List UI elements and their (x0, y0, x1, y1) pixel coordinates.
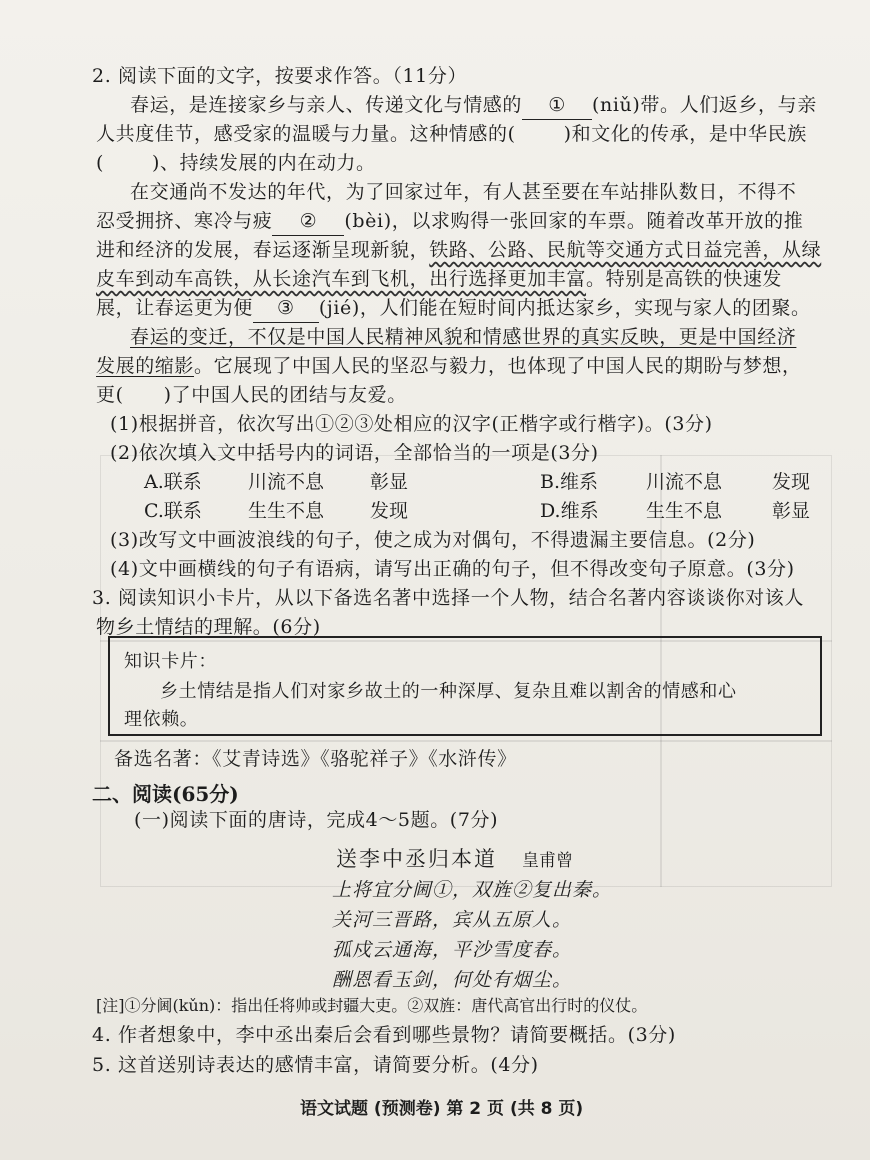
option-c-label[interactable]: C.联系 (144, 500, 202, 522)
wavy-sentence-part1: 铁路、公路、民航等交通方式日益完善，从绿 (429, 239, 822, 261)
text-span: )、持续发展的内在动力。 (152, 152, 376, 174)
q2-para3-line3 (96, 381, 407, 409)
option-d-word3: 彰显 (772, 500, 811, 522)
q2-sub4: (4)文中画横线的句子有语病，请写出正确的句子，但不得改变句子原意。(3分) (110, 558, 795, 580)
q3-books: 备选名著：《艾青诗选》《骆驼祥子》《水浒传》 (114, 748, 517, 770)
text-span: )和文化的传承，是中华民族 (563, 123, 807, 145)
q2-para2-line3 (96, 236, 821, 264)
q2-sub3: (3)改写文中画波浪线的句子，使之成为对偶句，不得遗漏主要信息。(2分) (110, 529, 756, 551)
text-span: 展，让春运更为便 (96, 297, 253, 319)
text-span: )了中国人民的团结与友爱。 (163, 384, 407, 406)
poem-author: 皇甫曾 (522, 851, 573, 871)
card-title: 知识卡片： (124, 651, 217, 672)
text-span: 。特别是高铁的快速发 (586, 268, 783, 290)
q2-sub2: (2)依次填入文中括号内的词语，全部恰当的一项是(3分) (110, 442, 599, 464)
poem-line-1: 上将宜分阃①，双旌②复出秦。 (332, 879, 613, 901)
text-span: (bèi)，以求购得一张回家的车票。随着改革开放的推 (344, 210, 804, 232)
q5: 5. 这首送别诗表达的感情丰富，请简要分析。(4分) (92, 1054, 539, 1076)
underlined-sentence-part1: 春运的变迁，不仅是中国人民精神风貌和情感世界的真实反映，更是中国经济 (130, 326, 797, 348)
option-c-word2: 生生不息 (248, 500, 325, 522)
knowledge-card (108, 636, 822, 736)
page-footer: 语文试题 (预测卷) 第 2 页 (共 8 页) (300, 1099, 584, 1119)
text-span: 。它展现了中国人民的坚忍与毅力，也体现了中国人民的期盼与梦想， (194, 355, 802, 377)
poem-line-2: 关河三晋路，宾从五原人。 (332, 909, 573, 931)
blank-3[interactable]: ③ (253, 294, 319, 323)
q2-para1-line1 (130, 91, 817, 120)
wavy-sentence-part2: 皮车到动车高铁，从长途汽车到飞机，出行选择更加丰富 (96, 268, 587, 290)
poem-line-4: 酬恩看玉剑，何处有烟尘。 (332, 969, 573, 991)
card-text-line2: 理依赖。 (124, 709, 199, 730)
option-d-label[interactable]: D.维系 (540, 500, 599, 522)
option-c-word3: 发现 (370, 500, 409, 522)
option-b-label[interactable]: B.维系 (540, 471, 599, 493)
underlined-sentence-part2: 发展的缩影 (96, 355, 195, 377)
q2-para2-line1: 在交通尚不发达的年代，为了回家过年，有人甚至要在车站排队数日，不得不 (130, 181, 797, 203)
text-span: 人共度佳节，感受家的温暖与力量。这种情感的( (96, 123, 516, 145)
option-a-word2: 川流不息 (248, 471, 325, 493)
q2-para2-line5 (96, 294, 811, 323)
q2-para3-line2 (96, 352, 802, 380)
poem-intro: (一)阅读下面的唐诗，完成4～5题。(7分) (134, 809, 499, 831)
q2-para1-line2 (96, 120, 807, 148)
q2-para3-line1 (130, 323, 796, 351)
section-heading: 二、阅读(65分) (92, 782, 239, 806)
poem-line-3: 孤戍云通海，平沙雪度春。 (332, 939, 573, 961)
text-span: 进和经济的发展，春运逐渐呈现新貌， (96, 239, 430, 261)
option-d-word2: 生生不息 (646, 500, 723, 522)
poem-note: [注]①分阃(kǔn)：指出任将帅或封疆大吏。②双旌：唐代高官出行时的仪仗。 (96, 996, 648, 1015)
option-b-word3: 发现 (772, 471, 811, 493)
option-b-word2: 川流不息 (646, 471, 723, 493)
q2-sub1: (1)根据拼音，依次写出①②③处相应的汉字(正楷字或行楷字)。(3分) (110, 413, 713, 435)
q4: 4. 作者想象中，李中丞出秦后会看到哪些景物？请简要概括。(3分) (92, 1024, 676, 1046)
text-span: 忍受拥挤、寒冷与疲 (96, 210, 273, 232)
poem-title: 送李中丞归本道 (336, 847, 497, 871)
card-text-line1: 乡土情结是指人们对家乡故土的一种深厚、复杂且难以割舍的情感和心 (160, 681, 737, 702)
text-span: (niǔ)带。人们返乡，与亲 (592, 94, 817, 116)
text-span: ( (96, 152, 105, 174)
text-span: 春运，是连接家乡与亲人、传递文化与情感的 (130, 94, 523, 116)
option-a-label[interactable]: A.联系 (144, 471, 202, 493)
bleed-through-row-line (100, 740, 832, 742)
text-span: (jié)，人们能在短时间内抵达家乡，实现与家人的团聚。 (318, 297, 811, 319)
text-span: 更( (96, 384, 124, 406)
option-a-word3: 彰显 (370, 471, 409, 493)
blank-1[interactable]: ① (522, 91, 592, 120)
q3-line2: 物乡土情结的理解。(6分) (96, 616, 321, 638)
q3-line1: 3. 阅读知识小卡片，从以下备选名著中选择一个人物，结合名著内容谈谈你对该人 (92, 587, 804, 609)
blank-2[interactable]: ② (272, 207, 344, 236)
q2-title: 2. 阅读下面的文字，按要求作答。（11分） (92, 65, 468, 87)
q2-para2-line4 (96, 265, 782, 293)
q2-para1-line3 (96, 149, 376, 177)
q2-para2-line2 (96, 207, 803, 236)
